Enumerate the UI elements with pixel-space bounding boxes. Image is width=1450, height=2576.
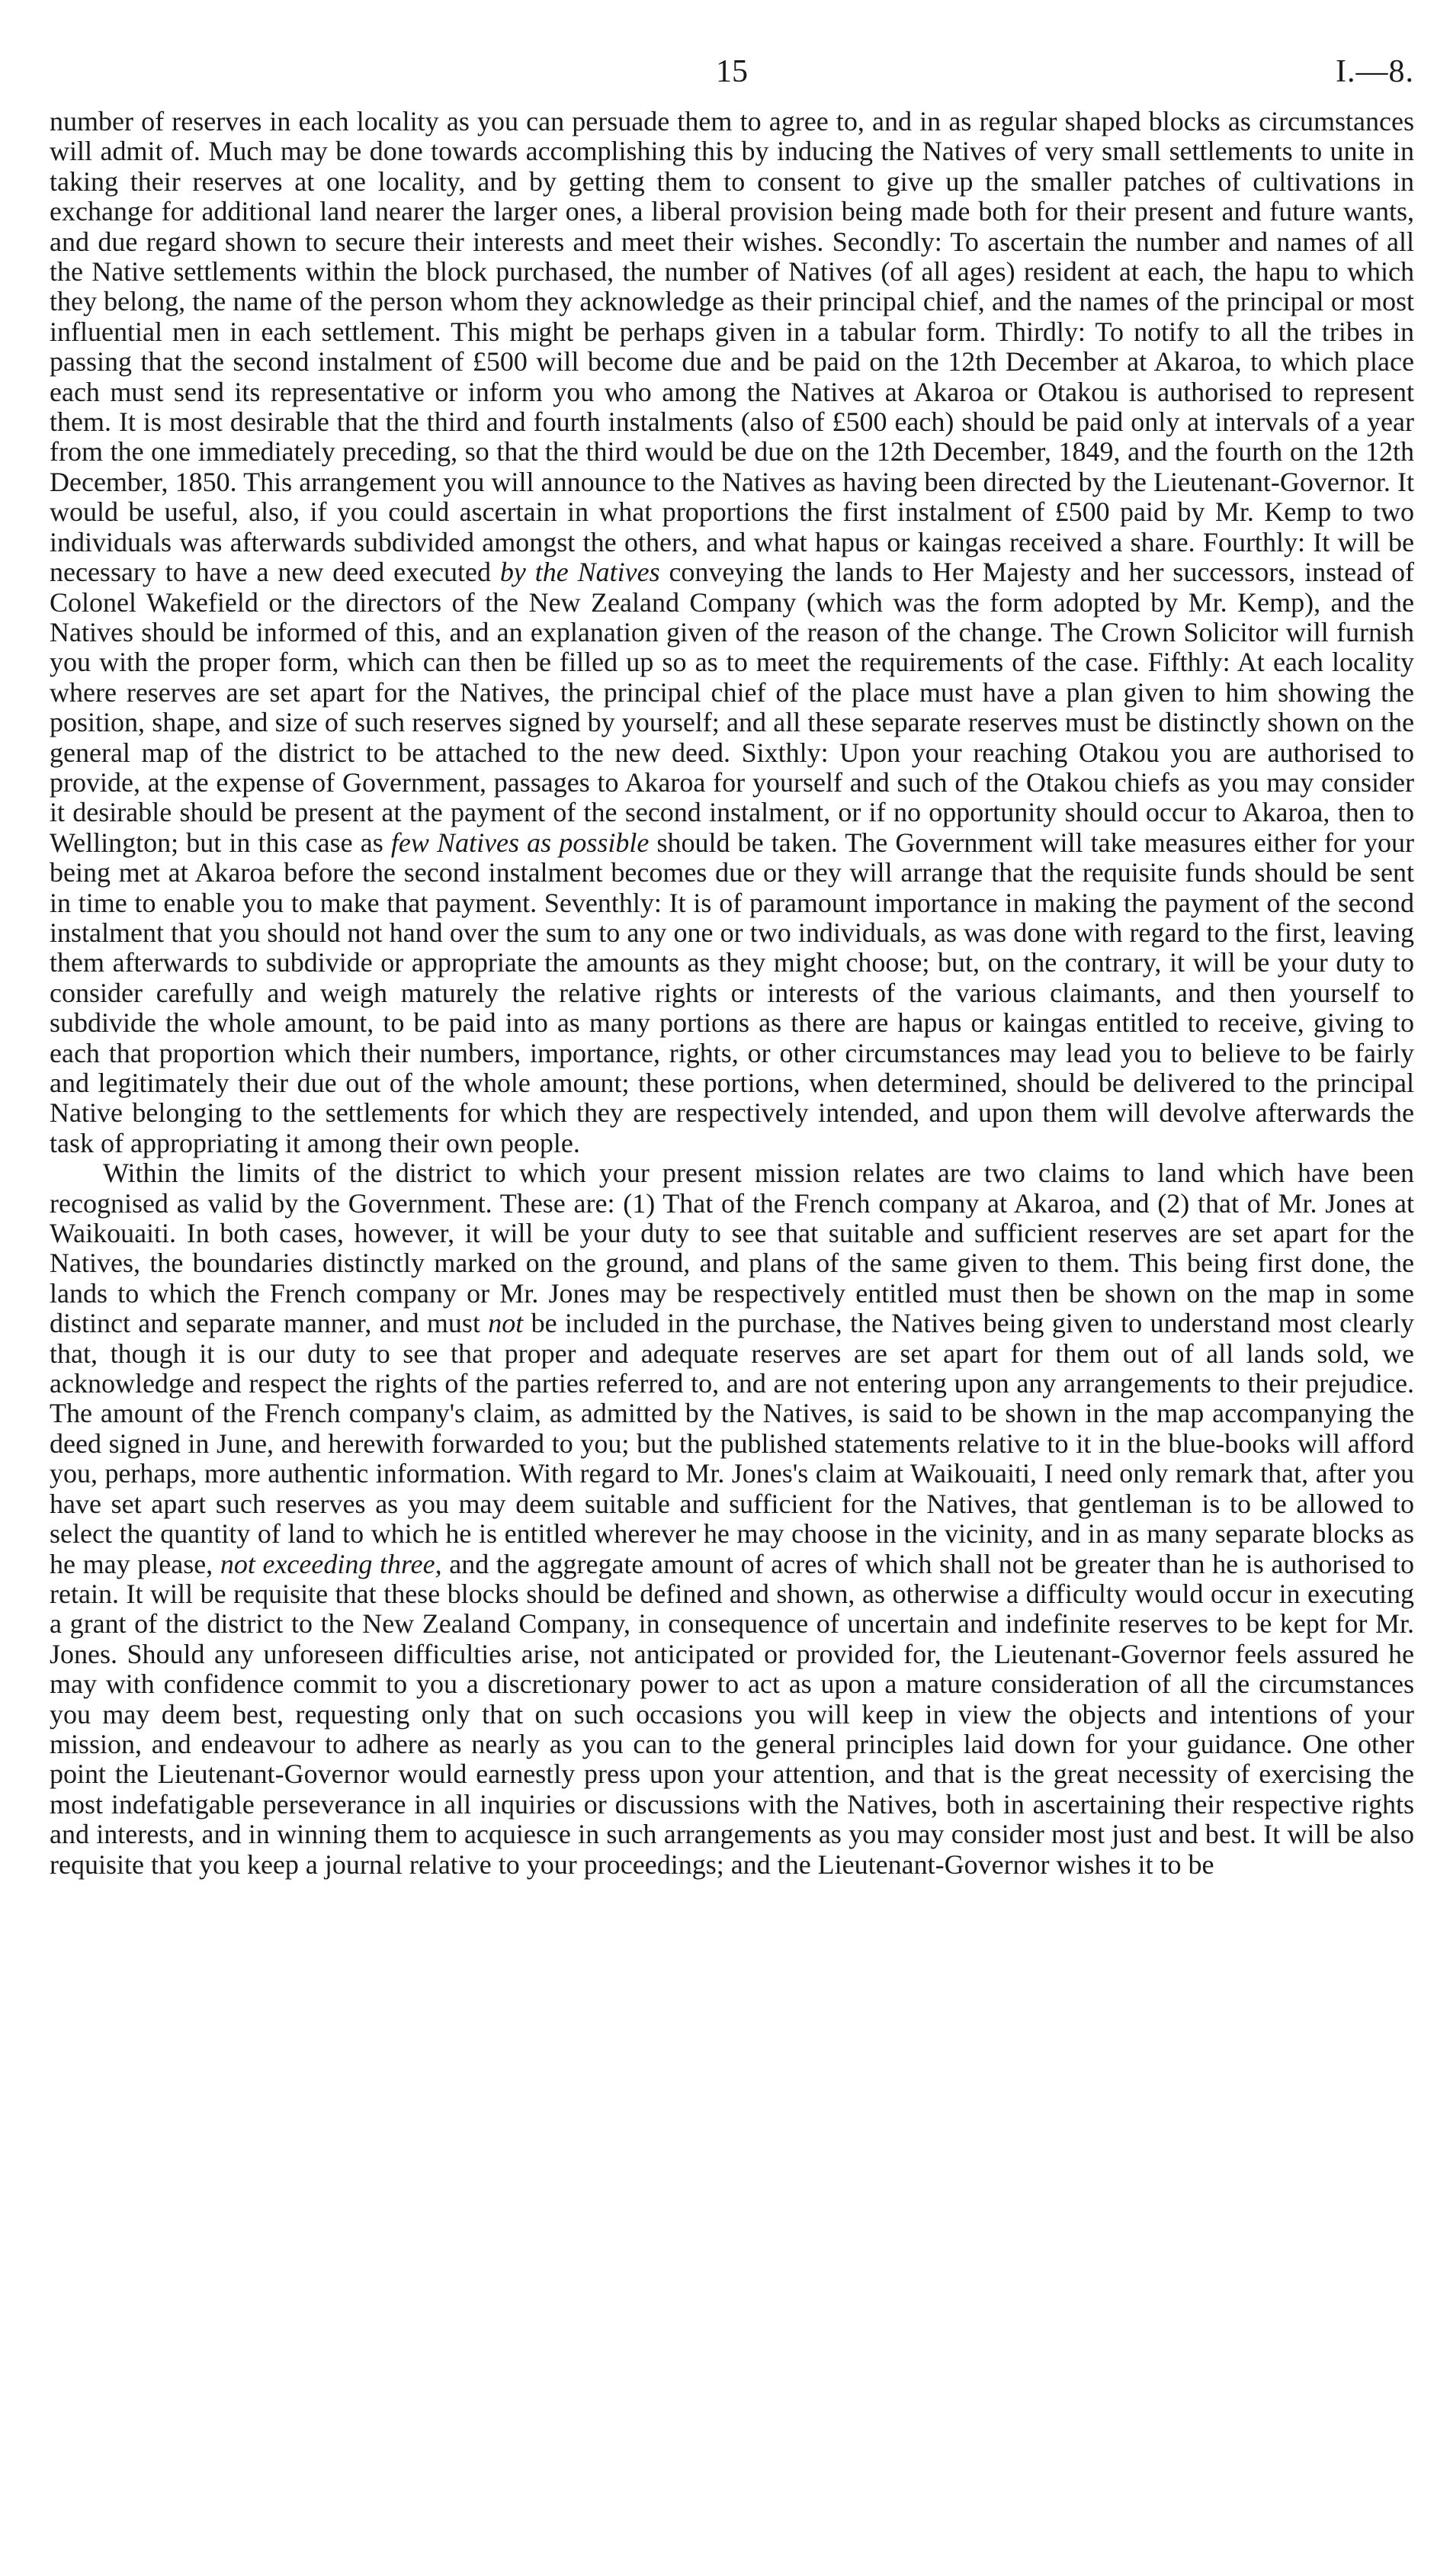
paragraph-text: be included in the purchase, the Natives being given to understand most clearly that, though it is our duty to see that proper and adequate reserves are set apart for them out of all lands sold, we acknowledge and respect the rights of the parties referred to, and are not entering upon any arrangements to their prejudice. The amount of the French company's claim, as admitted by the Natives, is said to be shown in the map accompanying the deed signed in June, and herewith forwarded to you; but the published statements relative to it in the blue-books will afford you, perhaps, more authentic information. With regard to Mr. Jones's claim at Waikouaiti, I need only remark that, after you have set apart such reserves as you may deem suitable and sufficient for the Natives, that gentleman is to be allowed to select the quantity of land to which he is entitled wherever he may choose in the vicinity, and in as many separate blocks as he may please, [50,1308,1414,1579]
body-text [50,107,1414,1880]
page-number: 15 [716,54,748,89]
paragraph-instructions [50,107,1414,1158]
document-reference: I.—8. [1336,54,1414,89]
document-page [50,53,1414,1880]
paragraph-text: should be taken. The Government will take measures either for your being met at Akaroa before the second instalment becomes due or they will arrange that the requisite funds should be sent in time to enable you to make that payment. Seventhly: It is of paramount importance in making the payment of the second instalment that you should not hand over the sum to any one or two individuals, as was done with regard to the first, leaving them afterwards to subdivide or appropriate the amounts as they might choose; but, on the contrary, it will be your duty to consider carefully and weigh maturely the relative rights or interests of the various claimants, and then yourself to subdivide the whole amount, to be paid into as many portions as there are hapus or kaingas entitled to receive, giving to each that proportion which their numbers, importance, rights, or other circumstances may lead you to believe to be fairly and legitimately their due out of the whole amount; these portions, when determined, should be delivered to the principal Native belonging to the settlements for which they are respectively intended, and upon them will devolve afterwards the task of appropriating it among their own people. [50,827,1414,1158]
emphasis-text: not exceeding three, [220,1548,442,1579]
paragraph-text: conveying the lands to Her Majesty and her successors, instead of Colonel Wakefield or the directors of the New Zealand Company (which was the form adopted by Mr. Kemp), and the Natives should be informed of this, and an explanation given of the reason of the change. The Crown Solicitor will furnish you with the proper form, which can then be filled up so as to meet the requirements of the case. Fifthly: At each locality where reserves are set apart for the Natives, the principal chief of the place must have a plan given to him showing the position, shape, and size of such reserves signed by yourself; and all these separate reserves must be distinctly shown on the general map of the district to be attached to the new deed. Sixthly: Upon your reaching Otakou you are authorised to provide, at the expense of Government, passages to Akaroa for yourself and such of the Otakou chiefs as you may consider it desirable should be present at the payment of the second instalment, or if no opportunity should occur to Akaroa, then to Wellington; but in this case as [50,557,1414,858]
paragraph-claims [50,1158,1414,1880]
paragraph-text: number of reserves in each locality as you can persuade them to agree to, and in as regular shaped blocks as circumstances will admit of. Much may be done towards accomplishing this by inducing the Natives of very small settlements to unite in taking their reserves at one locality, and by getting them to consent to give up the smaller patches of cultivations in exchange for additional land nearer the larger ones, a liberal provision being made both for their present and future wants, and due regard shown to secure their interests and meet their wishes. Secondly: To ascertain the number and names of all the Native settlements within the block purchased, the number of Natives (of all ages) resident at each, the hapu to which they belong, the name of the person whom they acknowledge as their principal chief, and the names of the principal or most influential men in each settlement. This might be perhaps given in a tabular form. Thirdly: To notify to all the tribes in passing that the second instalment of £500 will become due and be paid on the 12th December at Akaroa, to which place each must send its representative or inform you who among the Natives at Akaroa or Otakou is authorised to represent them. It is most desirable that the third and fourth instalments (also of £500 each) should be paid only at intervals of a year from the one immediately preceding, so that the third would be due on the 12th December, 1849, and the fourth on the 12th December, 1850. This arrangement you will announce to the Natives as having been directed by the Lieutenant-Governor. It would be useful, also, if you could ascertain in what proportions the first instalment of £500 paid by Mr. Kemp to two individuals was afterwards subdivided amongst the others, and what hapus or kaingas received a share. Fourthly: It will be necessary to have a new deed executed [50,106,1414,588]
paragraph-text: and the aggregate amount of acres of which shall not be greater than he is authorised to retain. It will be requisite that these blocks should be defined and shown, as otherwise a difficulty would occur in executing a grant of the district to the New Zealand Company, in consequence of uncertain and indefinite reserves to be kept for Mr. Jones. Should any unforeseen difficulties arise, not anticipated or provided for, the Lieutenant-Governor feels assured he may with confidence commit to you a discretionary power to act as upon a mature consideration of all the circumstances you may deem best, requesting only that on such occasions you will keep in view the objects and intentions of your mission, and endeavour to adhere as nearly as you can to the general principles laid down for your guidance. One other point the Lieutenant-Governor would earnestly press upon your attention, and that is the great necessity of exercising the most indefatigable perseverance in all inquiries or discussions with the Natives, both in ascertaining their respective rights and interests, and in winning them to acquiesce in such arrangements as you may consider most just and best. It will be also requisite that you keep a journal relative to your proceedings; and the Lieutenant-Governor wishes it to be [50,1548,1415,1880]
emphasis-text: not [488,1308,524,1339]
emphasis-text: few Natives as possible [390,827,650,858]
emphasis-text: by the Natives [499,557,660,588]
page-header [50,53,1414,107]
paragraph-text: Within the limits of the district to which your present mission relates are two claims to land which have been recognised as valid by the Government. These are: (1) That of the French company at Akaroa, and (2) that of Mr. Jones at Waikouaiti. In both cases, however, it will be your duty to see that suitable and sufficient reserves are set apart for the Natives, the boundaries distinctly marked on the ground, and plans of the same given to them. This being first done, the lands to which the French company or Mr. Jones may be respectively entitled must then be shown on the map in some distinct and separate manner, and must [50,1158,1414,1339]
